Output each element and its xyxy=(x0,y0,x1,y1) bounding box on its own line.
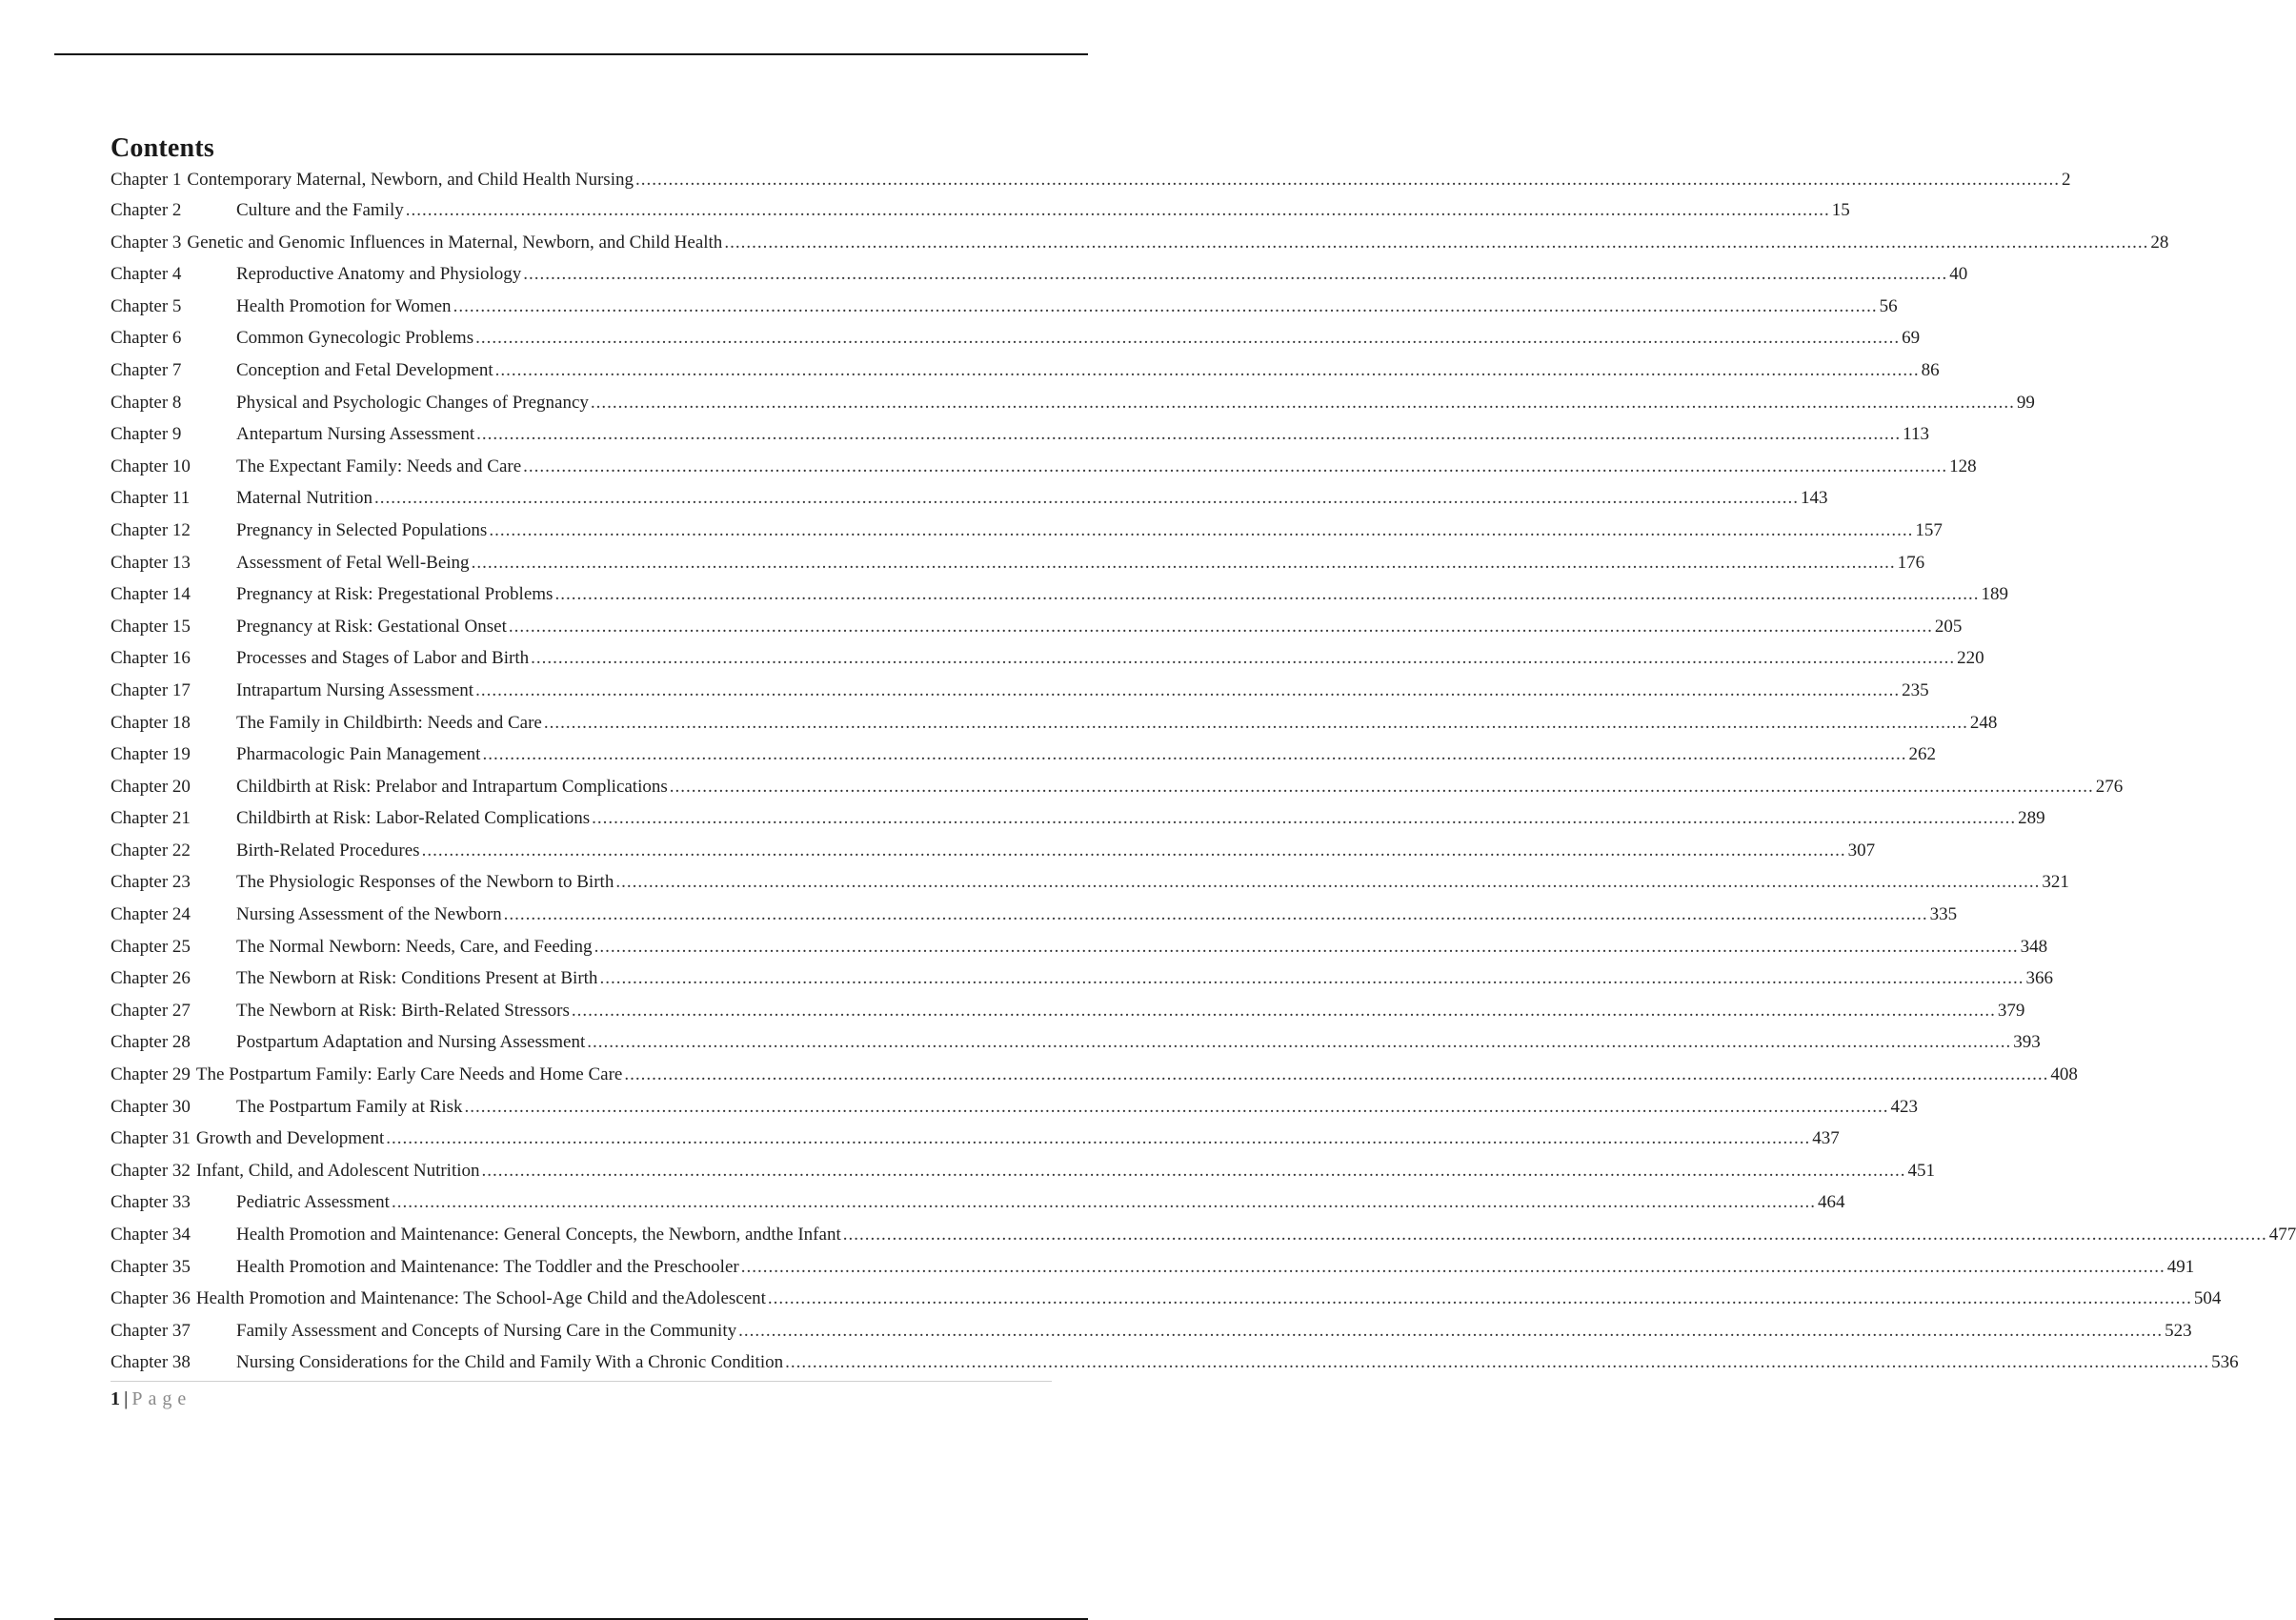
toc-chapter-label: Chapter 36 xyxy=(111,1288,191,1309)
toc-dot-leader xyxy=(504,899,1928,931)
toc-dot-leader xyxy=(544,707,1968,739)
toc-chapter-title: Contemporary Maternal, Newborn, and Child Health Nursing xyxy=(187,170,634,190)
toc-chapter-title: Pregnancy at Risk: Pregestational Problems xyxy=(236,584,554,605)
toc-chapter-label: Chapter 31 xyxy=(111,1128,191,1149)
toc-entry-chapter-9[interactable] xyxy=(111,418,1929,451)
toc-dot-leader xyxy=(624,1059,2048,1091)
toc-dot-leader xyxy=(594,931,2019,963)
toc-chapter-label: Chapter 11 xyxy=(111,488,191,509)
toc-chapter-title: Infant, Child, and Adolescent Nutrition xyxy=(195,1160,480,1181)
toc-chapter-title: Nursing Assessment of the Newborn xyxy=(236,904,502,925)
toc-page-number: 536 xyxy=(2211,1352,2239,1373)
toc-chapter-title: Growth and Development xyxy=(195,1128,385,1149)
toc-page-number: 491 xyxy=(2166,1256,2195,1277)
toc-chapter-title: The Newborn at Risk: Conditions Present at Birth xyxy=(236,968,598,989)
toc-entry-chapter-15[interactable] xyxy=(111,611,1963,643)
toc-chapter-label: Chapter 26 xyxy=(111,968,191,989)
toc-entry-chapter-19[interactable] xyxy=(111,739,1936,771)
toc-chapter-label: Chapter 25 xyxy=(111,936,191,957)
toc-chapter-title: Genetic and Genomic Influences in Maternal, Newborn, and Child Health xyxy=(187,232,723,253)
toc-chapter-title: Antepartum Nursing Assessment xyxy=(236,424,475,445)
toc-dot-leader xyxy=(509,611,1933,643)
toc-chapter-title: The Normal Newborn: Needs, Care, and Feeding xyxy=(236,936,593,957)
toc-dot-leader xyxy=(465,1091,1889,1124)
toc-page-number: 523 xyxy=(2165,1320,2192,1341)
toc-dot-leader xyxy=(422,835,1846,867)
toc-dot-leader xyxy=(724,227,2148,259)
toc-chapter-title: Health Promotion and Maintenance: The School-Age Child and theAdolescent xyxy=(195,1288,766,1309)
toc-dot-leader xyxy=(592,802,2016,835)
toc-page-number: 451 xyxy=(1907,1160,1936,1181)
toc-chapter-label: Chapter 17 xyxy=(111,679,191,700)
toc-page-number: 189 xyxy=(1981,584,2008,605)
toc-chapter-title: Pediatric Assessment xyxy=(236,1192,390,1213)
toc-entry-chapter-11[interactable] xyxy=(111,482,1828,515)
toc-chapter-title: Conception and Fetal Development xyxy=(236,359,493,380)
toc-chapter-label: Chapter 28 xyxy=(111,1032,191,1053)
toc-entry-chapter-30[interactable] xyxy=(111,1091,1918,1124)
toc-chapter-title: Assessment of Fetal Well-Being xyxy=(236,552,470,573)
toc-entry-chapter-21[interactable] xyxy=(111,802,2045,835)
toc-list xyxy=(111,166,2296,1379)
toc-page-number: 262 xyxy=(1908,744,1936,765)
toc-dot-leader xyxy=(495,354,1920,387)
toc-chapter-label: Chapter 37 xyxy=(111,1320,191,1341)
toc-page-number: 99 xyxy=(2016,392,2035,413)
toc-chapter-label: Chapter 5 xyxy=(111,295,182,316)
toc-chapter-label: Chapter 9 xyxy=(111,424,182,445)
toc-dot-leader xyxy=(738,1315,2163,1347)
toc-page-number: 335 xyxy=(1929,904,1958,925)
toc-page-number: 348 xyxy=(2020,936,2048,957)
toc-dot-leader xyxy=(475,675,1900,707)
toc-entry-chapter-29[interactable] xyxy=(111,1059,2078,1091)
toc-chapter-title: Nursing Considerations for the Child and Family With a Chronic Condition xyxy=(236,1352,784,1373)
toc-page-number: 289 xyxy=(2018,808,2045,829)
toc-entry-chapter-36[interactable] xyxy=(111,1283,2222,1315)
toc-chapter-title: Family Assessment and Concepts of Nursing Care in the Community xyxy=(236,1320,737,1341)
toc-chapter-title: Physical and Psychologic Changes of Pregnancy xyxy=(236,392,589,413)
toc-chapter-label: Chapter 19 xyxy=(111,744,191,765)
toc-entry-chapter-2[interactable] xyxy=(111,194,1850,227)
toc-dot-leader xyxy=(523,451,1947,483)
toc-chapter-label: Chapter 20 xyxy=(111,776,191,797)
toc-entry-chapter-20[interactable] xyxy=(111,771,2124,803)
toc-page-number: 393 xyxy=(2013,1032,2041,1053)
toc-chapter-label: Chapter 7 xyxy=(111,359,182,380)
toc-entry-chapter-6[interactable] xyxy=(111,322,1921,354)
toc-dot-leader xyxy=(386,1123,1810,1155)
toc-chapter-title: The Expectant Family: Needs and Care xyxy=(236,456,522,476)
toc-chapter-label: Chapter 4 xyxy=(111,264,182,285)
toc-dot-leader xyxy=(741,1251,2165,1284)
toc-chapter-label: Chapter 13 xyxy=(111,552,191,573)
toc-entry-chapter-38[interactable] xyxy=(111,1347,2239,1379)
toc-entry-chapter-12[interactable] xyxy=(111,515,1943,547)
toc-page-number: 2 xyxy=(2061,170,2071,190)
toc-page-number: 113 xyxy=(1903,424,1929,445)
toc-page-number: 464 xyxy=(1817,1192,1845,1213)
toc-chapter-title: Processes and Stages of Labor and Birth xyxy=(236,648,530,669)
toc-dot-leader xyxy=(475,322,1900,354)
toc-entry-chapter-26[interactable] xyxy=(111,962,2053,995)
toc-page-number: 477 xyxy=(2268,1225,2296,1245)
toc-page-number: 307 xyxy=(1847,840,1876,861)
toc-dot-leader xyxy=(615,866,2040,899)
toc-page-number: 40 xyxy=(1949,264,1968,285)
toc-entry-chapter-5[interactable] xyxy=(111,291,1898,323)
toc-chapter-label: Chapter 32 xyxy=(111,1160,191,1181)
toc-chapter-label: Chapter 24 xyxy=(111,904,191,925)
toc-chapter-title: The Family in Childbirth: Needs and Care xyxy=(236,712,542,733)
toc-entry-chapter-35[interactable] xyxy=(111,1251,2195,1284)
toc-entry-chapter-1[interactable] xyxy=(111,166,2071,194)
toc-chapter-title: Health Promotion and Maintenance: The Toddler and the Preschooler xyxy=(236,1256,739,1277)
toc-chapter-title: The Physiologic Responses of the Newborn to Birth xyxy=(236,872,614,893)
toc-page-number: 86 xyxy=(1921,359,1940,380)
toc-page-number: 248 xyxy=(1969,712,1998,733)
toc-page-number: 437 xyxy=(1812,1128,1840,1149)
toc-dot-leader xyxy=(670,771,2094,803)
toc-entry-chapter-23[interactable] xyxy=(111,866,2069,899)
toc-dot-leader xyxy=(572,995,1996,1027)
footer-separator: | xyxy=(124,1388,129,1409)
page-label: Page xyxy=(131,1388,192,1409)
toc-dot-leader xyxy=(472,547,1896,579)
toc-dot-leader xyxy=(591,387,2015,419)
toc-entry-chapter-28[interactable] xyxy=(111,1026,2041,1059)
toc-chapter-label: Chapter 15 xyxy=(111,616,191,637)
page-footer xyxy=(111,1387,191,1411)
toc-page-number: 15 xyxy=(1831,200,1850,220)
toc-dot-leader xyxy=(599,962,2024,995)
toc-dot-leader xyxy=(843,1219,2267,1251)
toc-page-number: 276 xyxy=(2095,776,2124,797)
toc-page-number: 408 xyxy=(2050,1064,2078,1085)
toc-chapter-label: Chapter 30 xyxy=(111,1096,191,1117)
toc-chapter-label: Chapter 23 xyxy=(111,872,191,893)
toc-chapter-label: Chapter 29 xyxy=(111,1064,191,1085)
toc-chapter-title: Childbirth at Risk: Prelabor and Intrapartum Complications xyxy=(236,776,668,797)
toc-chapter-label: Chapter 3 xyxy=(111,232,182,253)
toc-chapter-label: Chapter 12 xyxy=(111,519,191,540)
toc-chapter-label: Chapter 10 xyxy=(111,456,191,476)
toc-chapter-title: Pregnancy in Selected Populations xyxy=(236,519,488,540)
contents-heading: Contents xyxy=(111,133,214,163)
toc-chapter-label: Chapter 1 xyxy=(111,170,182,190)
toc-page-number: 504 xyxy=(2193,1288,2222,1309)
toc-page-number: 205 xyxy=(1934,616,1963,637)
toc-dot-leader xyxy=(489,515,1913,547)
toc-entry-chapter-4[interactable] xyxy=(111,258,1968,291)
toc-chapter-title: Intrapartum Nursing Assessment xyxy=(236,679,474,700)
toc-chapter-label: Chapter 21 xyxy=(111,808,191,829)
toc-page-number: 28 xyxy=(2150,232,2169,253)
toc-page-number: 379 xyxy=(1997,1000,2025,1021)
toc-entry-chapter-18[interactable] xyxy=(111,707,1998,739)
footer-rule xyxy=(111,1381,1052,1382)
toc-chapter-title: Maternal Nutrition xyxy=(236,488,373,509)
toc-dot-leader xyxy=(482,739,1906,771)
toc-page-number: 423 xyxy=(1890,1096,1918,1117)
toc-chapter-label: Chapter 34 xyxy=(111,1225,191,1245)
toc-dot-leader xyxy=(374,482,1799,515)
toc-page-number: 157 xyxy=(1915,519,1943,540)
toc-entry-chapter-22[interactable] xyxy=(111,835,1876,867)
toc-entry-chapter-34[interactable] xyxy=(111,1219,2296,1251)
toc-page-number: 176 xyxy=(1897,552,1925,573)
toc-page-number: 128 xyxy=(1949,456,1977,476)
toc-chapter-title: Common Gynecologic Problems xyxy=(236,328,474,349)
toc-entry-chapter-24[interactable] xyxy=(111,899,1958,931)
toc-page-number: 56 xyxy=(1879,295,1898,316)
toc-page-number: 366 xyxy=(2025,968,2053,989)
toc-dot-leader xyxy=(523,258,1947,291)
toc-entry-chapter-16[interactable] xyxy=(111,642,1984,675)
toc-chapter-title: Reproductive Anatomy and Physiology xyxy=(236,264,522,285)
toc-dot-leader xyxy=(406,194,1830,227)
toc-dot-leader xyxy=(785,1347,2209,1379)
toc-page-number: 235 xyxy=(1902,679,1929,700)
toc-dot-leader xyxy=(482,1155,1906,1187)
toc-dot-leader xyxy=(453,291,1878,323)
toc-dot-leader xyxy=(531,642,1955,675)
header-rule xyxy=(54,53,1088,55)
toc-page-number: 220 xyxy=(1957,648,1984,669)
toc-chapter-title: The Newborn at Risk: Birth-Related Stressors xyxy=(236,1000,570,1021)
toc-page-number: 143 xyxy=(1801,488,1828,509)
toc-entry-chapter-32[interactable] xyxy=(111,1155,1936,1187)
toc-chapter-label: Chapter 8 xyxy=(111,392,182,413)
toc-chapter-label: Chapter 6 xyxy=(111,328,182,349)
toc-entry-chapter-37[interactable] xyxy=(111,1315,2192,1347)
toc-entry-chapter-7[interactable] xyxy=(111,354,1940,387)
toc-chapter-label: Chapter 2 xyxy=(111,200,182,220)
toc-chapter-label: Chapter 22 xyxy=(111,840,191,861)
toc-entry-chapter-8[interactable] xyxy=(111,387,2035,419)
toc-page-number: 69 xyxy=(1902,328,1921,349)
toc-chapter-title: Childbirth at Risk: Labor-Related Complications xyxy=(236,808,591,829)
toc-entry-chapter-25[interactable] xyxy=(111,931,2048,963)
toc-chapter-label: Chapter 27 xyxy=(111,1000,191,1021)
toc-entry-chapter-33[interactable] xyxy=(111,1186,1845,1219)
toc-chapter-label: Chapter 33 xyxy=(111,1192,191,1213)
page-number: 1 xyxy=(111,1388,120,1409)
toc-entry-chapter-31[interactable] xyxy=(111,1123,1840,1155)
toc-chapter-title: Birth-Related Procedures xyxy=(236,840,420,861)
toc-chapter-title: Pharmacologic Pain Management xyxy=(236,744,481,765)
toc-chapter-title: Postpartum Adaptation and Nursing Assessment xyxy=(236,1032,586,1053)
toc-dot-leader xyxy=(392,1186,1816,1219)
toc-chapter-title: Pregnancy at Risk: Gestational Onset xyxy=(236,616,507,637)
toc-dot-leader xyxy=(768,1283,2192,1315)
toc-chapter-title: Health Promotion and Maintenance: General Concepts, the Newborn, andthe Infant xyxy=(236,1225,841,1245)
toc-page-number: 321 xyxy=(2042,872,2069,893)
toc-chapter-label: Chapter 16 xyxy=(111,648,191,669)
toc-chapter-title: The Postpartum Family at Risk xyxy=(236,1096,463,1117)
toc-entry-chapter-10[interactable] xyxy=(111,451,1977,483)
table-of-contents xyxy=(111,133,2296,1379)
toc-dot-leader xyxy=(587,1026,2011,1059)
toc-chapter-label: Chapter 38 xyxy=(111,1352,191,1373)
toc-chapter-title: Culture and the Family xyxy=(236,200,404,220)
toc-chapter-title: The Postpartum Family: Early Care Needs and Home Care xyxy=(195,1064,623,1085)
toc-dot-leader xyxy=(554,578,1979,611)
toc-entry-chapter-3[interactable] xyxy=(111,227,2169,259)
toc-entry-chapter-27[interactable] xyxy=(111,995,2025,1027)
toc-dot-leader xyxy=(476,418,1901,451)
toc-entry-chapter-17[interactable] xyxy=(111,675,1929,707)
toc-entry-chapter-13[interactable] xyxy=(111,547,1925,579)
toc-entry-chapter-14[interactable] xyxy=(111,578,2008,611)
toc-chapter-label: Chapter 18 xyxy=(111,712,191,733)
toc-chapter-label: Chapter 35 xyxy=(111,1256,191,1277)
toc-chapter-label: Chapter 14 xyxy=(111,584,191,605)
toc-chapter-title: Health Promotion for Women xyxy=(236,295,452,316)
toc-dot-leader xyxy=(635,166,2060,194)
